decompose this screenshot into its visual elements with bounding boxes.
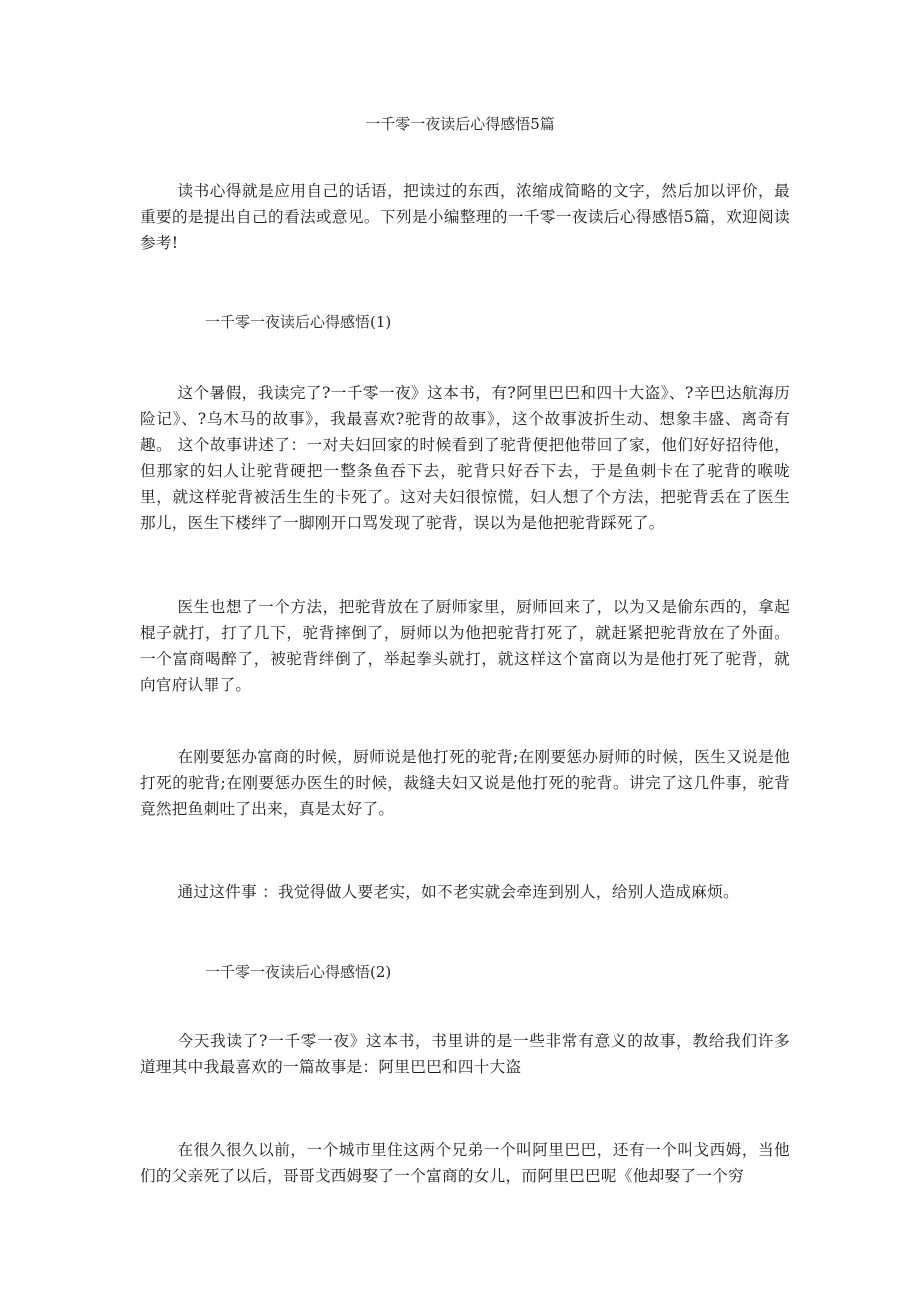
section-1-paragraph-2: 医生也想了一个方法，把驼背放在了厨师家里，厨师回来了，以为又是偷东西的，拿起棍子就打，打了几下，驼背摔倒了，厨师以为他把驼背打死了，就赶紧把驼背放在了外面。一个富商喝醉了，被驼背绊倒了，举起拳头就打，就这样这个富商以为是他打死了驼背，就向官府认罪了。 <box>140 598 790 694</box>
section-heading-1: 一千零一夜读后心得感悟(1) <box>205 313 392 331</box>
section-2-paragraph-1: 今天我读了?一千零一夜》这本书，书里讲的是一些非常有意义的故事，教给我们许多道理其中我最喜欢的一篇故事是：阿里巴巴和四十大盗 <box>140 1032 790 1076</box>
document-title: 一千零一夜读后心得感悟5篇 <box>365 115 555 133</box>
section-heading-2: 一千零一夜读后心得感悟(2) <box>205 963 392 981</box>
section-1-paragraph-3: 在刚要惩办富商的时候，厨师说是他打死的驼背;在刚要惩办厨师的时候，医生又说是他打死的驼背;在刚要惩办医生的时候，裁缝夫妇又说是他打死的驼背。讲完了这几件事，驼背竟然把鱼刺吐了出来，真是太好了。 <box>140 748 790 818</box>
section-1-paragraph-1: 这个暑假，我读完了?一千零一夜》这本书，有?阿里巴巴和四十大盗》、?辛巴达航海历险记》、?乌木马的故事》，我最喜欢?驼背的故事》，这个故事波折生动、想象丰盛、离奇有趣。 这个故事讲述了：一对夫妇回家的时候看到了驼背便把他带回了家，他们好好招待他，但那家的妇人让驼背硬把一整条鱼吞下去，驼背只好吞下去，于是鱼刺卡在了驼背的喉咙里，就这样驼背被活生生的卡死了。这对夫妇很惊慌，妇人想了个方法，把驼背丢在了医生那儿，医生下楼绊了一脚刚开口骂发现了驼背，误以为是他把驼背踩死了。 <box>140 384 790 532</box>
section-1-paragraph-4: 通过这件事 ：我觉得做人要老实，如不老实就会牵连到别人，给别人造成麻烦。 <box>177 883 739 901</box>
intro-paragraph: 读书心得就是应用自己的话语，把读过的东西，浓缩成简略的文字，然后加以评价，最重要的是提出自己的看法或意见。下列是小编整理的一千零一夜读后心得感悟5篇，欢迎阅读参考! <box>140 182 790 252</box>
section-2-paragraph-2: 在很久很久以前，一个城市里住这两个兄弟一个叫阿里巴巴，还有一个叫戈西姆，当他们的父亲死了以后，哥哥戈西姆娶了一个富商的女儿，而阿里巴巴呢《他却娶了一个穷 <box>140 1141 790 1185</box>
